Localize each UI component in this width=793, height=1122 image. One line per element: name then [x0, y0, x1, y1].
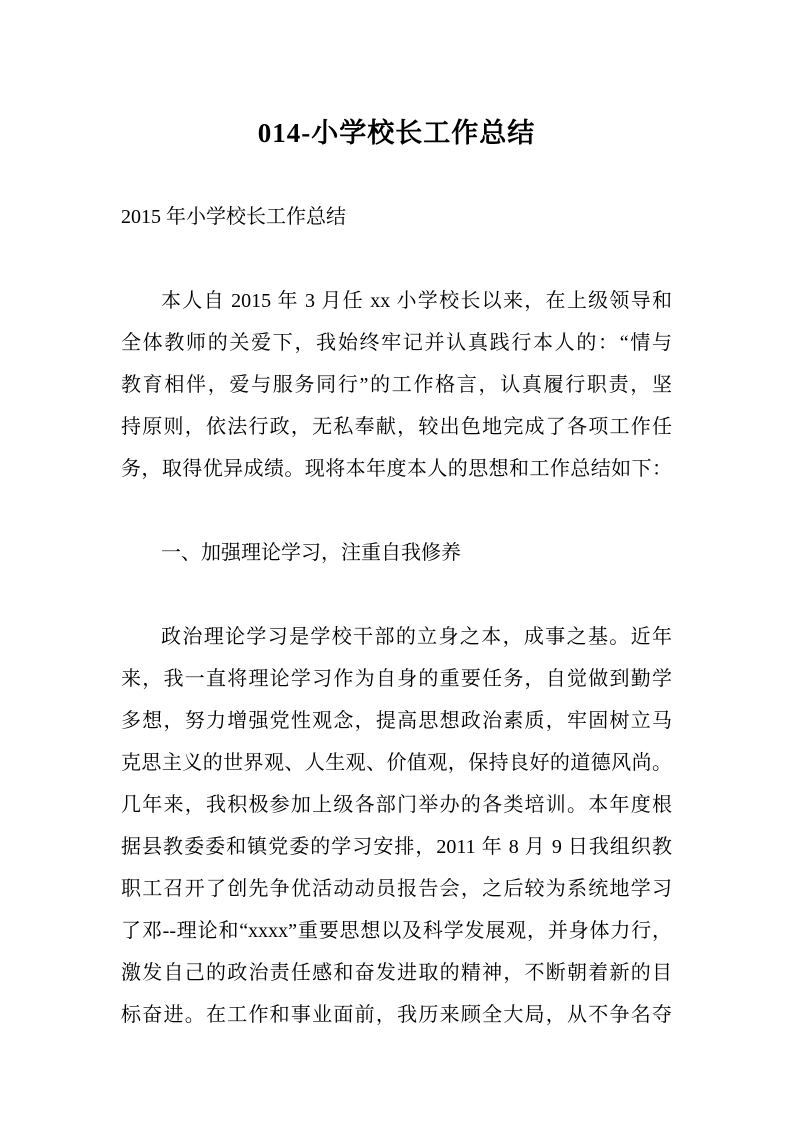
- paragraph-2: [121, 616, 672, 1036]
- text-line: 全体教师的关爱下，我始终牢记并认真践行本人的：“情与: [121, 332, 672, 354]
- text-line: 多想，努力增强党性观念，提高思想政治素质，牢固树立马: [121, 710, 672, 732]
- paragraph-1: [121, 280, 672, 490]
- text-line: 职工召开了创先争优活动动员报告会，之后较为系统地学习: [121, 878, 672, 900]
- section-heading-1: 一、加强理论学习，注重自我修养: [161, 542, 461, 564]
- text-line: 标奋进。在工作和事业面前，我历来顾全大局，从不争名夺: [121, 1004, 672, 1026]
- text-line: 据县教委委和镇党委的学习安排，2011 年 8 月 9 日我组织教: [121, 836, 672, 858]
- document-subtitle: 2015 年小学校长工作总结: [121, 206, 346, 228]
- text-line: 几年来，我积极参加上级各部门举办的各类培训。本年度根: [121, 794, 672, 816]
- text-line: 教育相伴，爱与服务同行”的工作格言，认真履行职责，坚: [121, 374, 672, 396]
- text-line: 激发自己的政治责任感和奋发进取的精神，不断朝着新的目: [121, 962, 672, 984]
- text-line: 来，我一直将理论学习作为自身的重要任务，自觉做到勤学: [121, 668, 672, 690]
- text-line: 务，取得优异成绩。现将本年度本人的思想和工作总结如下：: [121, 458, 672, 480]
- text-line: 克思主义的世界观、人生观、价值观，保持良好的道德风尚。: [121, 752, 672, 774]
- text-line: 政治理论学习是学校干部的立身之本，成事之基。近年: [161, 626, 672, 648]
- text-line: 持原则，依法行政，无私奉献，较出色地完成了各项工作任: [121, 416, 672, 438]
- text-line: 本人自 2015 年 3 月任 xx 小学校长以来，在上级领导和: [161, 290, 672, 312]
- document-title: 014-小学校长工作总结: [257, 118, 536, 148]
- text-line: 了邓--理论和“xxxx”重要思想以及科学发展观，并身体力行，: [121, 920, 672, 942]
